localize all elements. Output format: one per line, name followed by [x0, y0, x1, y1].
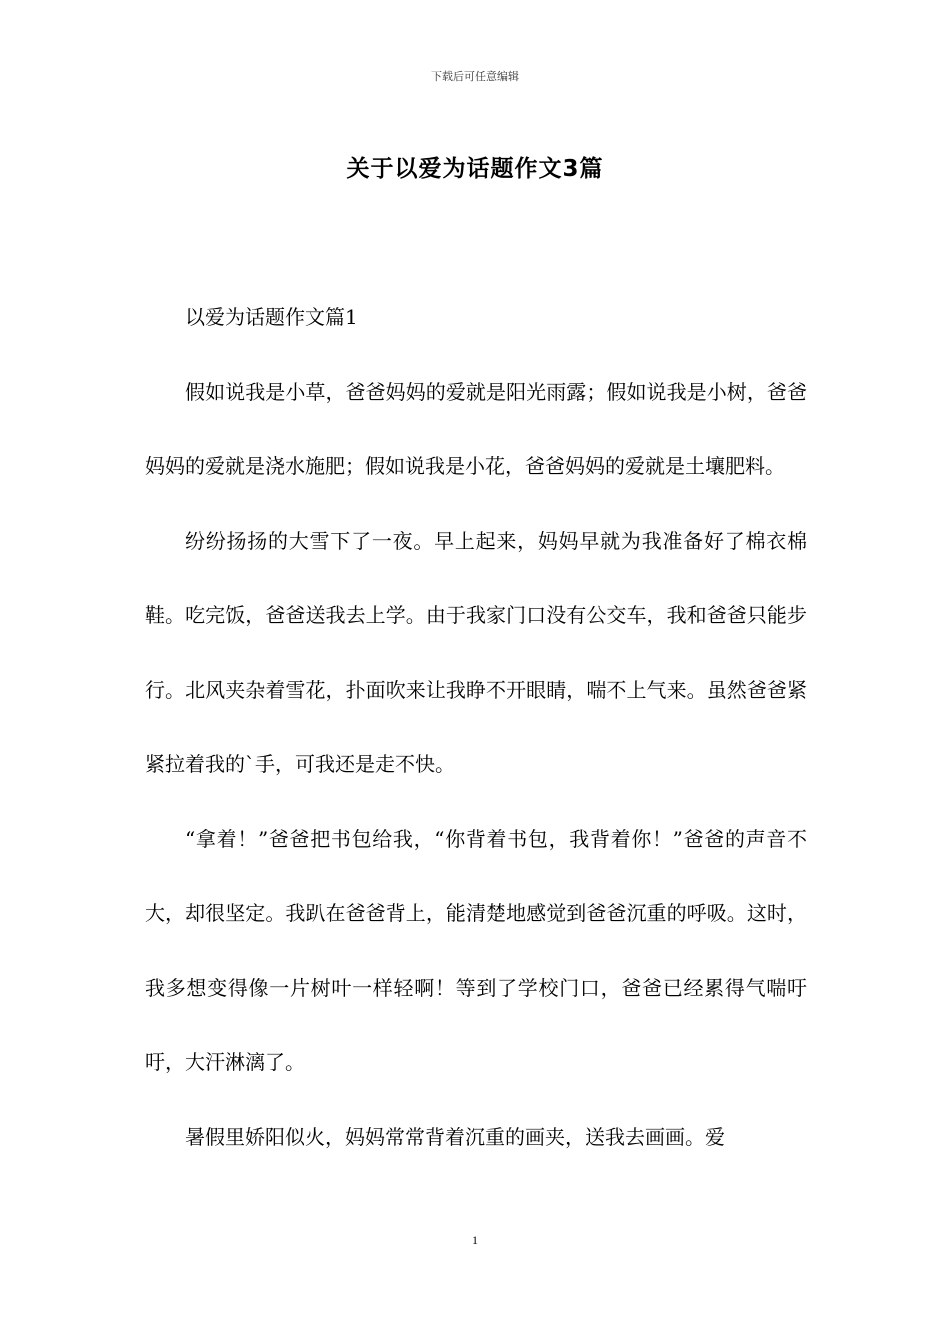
header-note: 下载后可任意编辑	[431, 70, 519, 83]
paragraph: 纷纷扬扬的大雪下了一夜。早上起来，妈妈早就为我准备好了棉衣棉鞋。吃完饭，爸爸送我去上学。由于我家门口没有公交车，我和爸爸只能步行。北风夹杂着雪花，扑面吹来让我睁不开眼睛，喘不上气来。虽然爸爸紧紧拉着我的`手，可我还是走不快。	[145, 528, 807, 776]
paragraph: 假如说我是小草，爸爸妈妈的爱就是阳光雨露；假如说我是小树，爸爸妈妈的爱就是浇水施肥；假如说我是小花，爸爸妈妈的爱就是土壤肥料。	[145, 379, 807, 478]
paragraph: “拿着！”爸爸把书包给我，“你背着书包，我背着你！”爸爸的声音不大，却很坚定。我趴在爸爸背上，能清楚地感觉到爸爸沉重的呼吸。这时，我多想变得像一片树叶一样轻啊！等到了学校门口，爸爸已经累得气喘吁吁，大汗淋漓了。	[145, 826, 807, 1074]
section-heading: 以爱为话题作文篇1	[185, 305, 358, 329]
page-number: 1	[472, 1233, 478, 1247]
document-title: 关于以爱为话题作文3篇	[346, 156, 604, 182]
paragraph: 暑假里娇阳似火，妈妈常常背着沉重的画夹，送我去画画。爱	[185, 1124, 725, 1149]
document-body	[145, 280, 807, 1174]
